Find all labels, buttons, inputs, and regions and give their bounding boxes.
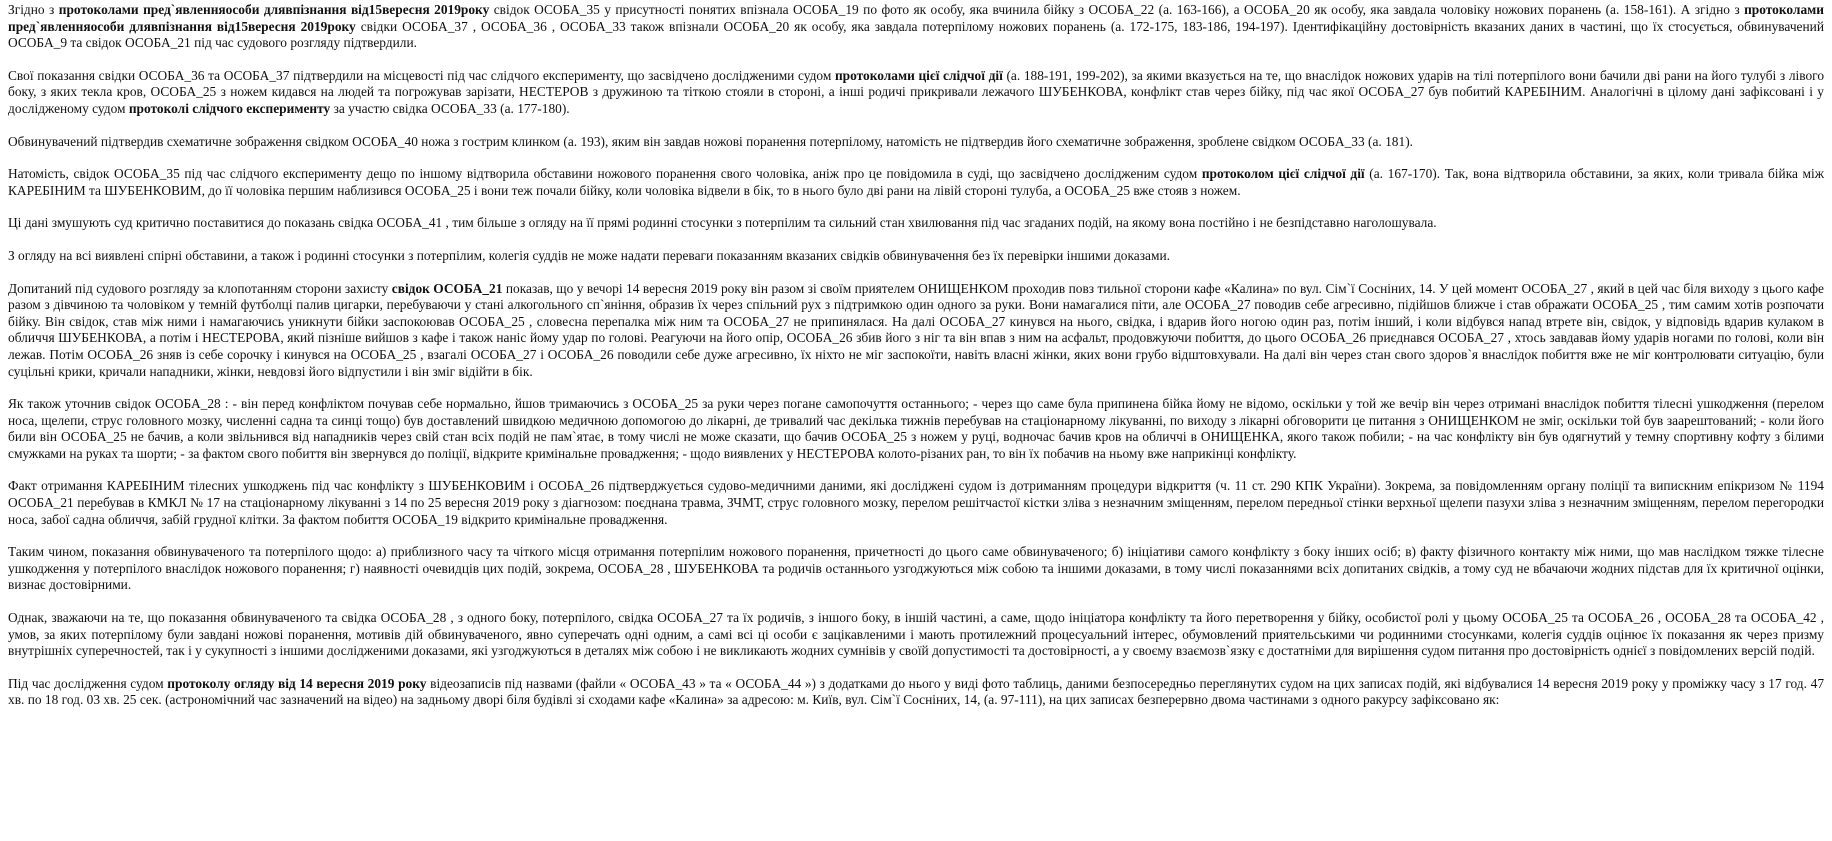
document-paragraph — [8, 281, 1824, 381]
document-paragraph — [8, 478, 1824, 528]
document-paragraph — [8, 396, 1824, 462]
paragraph-text: Під час дослідження судом — [8, 675, 168, 691]
bold-reference: протоколі слідчого експерименту — [128, 100, 331, 116]
paragraph-text: Допитаний під судового розгляду за клопотанням сторони захисту — [8, 280, 392, 296]
paragraph-text: (а. 167-170). Так, вона відтворила обставини, за яких, коли тривала бійка між КАРЕБІНИМ та ШУБЕНКОВИМ, до її чоловіка першим наблизився ОСОБА_25 і вони теж почали бійку, коли чоловіка відвели в бік, то в нього було дві рани на лівій стороні тулуба, а ОСОБА_25 вже стояв з ножем. — [8, 166, 1825, 198]
paragraph-text: Однак, зважаючи на те, що показання обвинуваченого та свідка ОСОБА_28 , з одного боку, потерпілого, свідка ОСОБА_27 та їх родичів, з іншого боку, в іншій частині, а саме, щодо ініціатора конфлікту та його перетворення у бійку, особистої ролі у цьому ОСОБА_25 та ОСОБА_26 , ОСОБА_28 та ОСОБА_42 , умов, за яких потерпілому були завдані ножові поранення, мотивів дій обвинуваченого, явно суперечать одні одним, а самі всі ці особи є зацікавленими і мають протилежний процесуальний інтерес, обумовлений приятельськими чи родинними стосунками, колегія суддів оцінює їх показання як через призму внутрішніх суперечностей, так і у сукупності з іншими дослідженими доказами, які узгоджуються в деталях між собою і не викликають жодних сумнівів у своїй допустимості та достовірності, а у своєму взаємозв`язку є достатніми для вирішення судом питання про достовірність однієї з повідомлених версій подій. — [8, 610, 1824, 659]
paragraph-text: Ці дані змушують суд критично поставитися до показань свідка ОСОБА_41 , тим більше з огляду на її прямі родинні стосунки з потерпілим та сильний стан хвилювання під час згаданих подій, на якому вона постійно і не безпідставно наголошувала. — [8, 215, 1437, 231]
paragraph-text: свідок ОСОБА_35 у присутності понятих впізнала ОСОБА_19 по фото як особу, яка вчинила бійку з ОСОБА_22 (а. 163-166), а ОСОБА_20 як особу, яка завдала чоловіку ножових поранень (а. 158-161). А згідно з — [489, 2, 1745, 17]
bold-reference: протоколом цієї слідчої дії — [1201, 166, 1365, 182]
paragraph-text: свідки ОСОБА_37 , ОСОБА_36 , ОСОБА_33 також впізнали ОСОБА_20 як особу, яка завдала потерпілому ножових поранень (а. 172-175, 183-186, 194-197). Ідентифікаційну достовірність вказаних даних в частині, що їх стосується, обвинувачений ОСОБА_9 та свідок ОСОБА_21 під час судового розгляду підтвердили. — [8, 18, 1824, 51]
document-paragraph — [8, 68, 1824, 118]
paragraph-text: Факт отримання КАРЕБІНИМ тілесних ушкоджень під час конфлікту з ШУБЕНКОВИМ і ОСОБА_26 підтверджується судово-медичними даними, які досліджені судом із дотриманням процедури відкриття (ч. 11 ст. 290 КПК України). Зокрема, за повідомленням органу поліції та випискним епікризом № 1194 ОСОБА_21 перебував в КМКЛ № 17 на стаціонарному лікуванні з 14 по 25 вересня 2019 року з діагнозом: поєднана травма, ЗЧМТ, струс головного мозку, перелом решітчастої кістки зліва з незначним зміщенням, перелом передньої стінки верхньої щелепи пазухи зліва з незначним зміщенням, перелом перегородки носа, забої садна обличчя, забій грудної клітки. За фактом побиття ОСОБА_19 відкрито кримінальне провадження. — [8, 478, 1824, 527]
document-paragraph — [8, 610, 1824, 660]
document-paragraph — [8, 2, 1824, 52]
paragraph-text: Натомість, свідок ОСОБА_35 під час слідчого експерименту дещо по іншому відтворила обставини ножового поранення свого чоловіка, аніж про це повідомила в суді, що засвідчено дослідженим судом — [8, 166, 1202, 182]
bold-reference: протоколу огляду від 14 вересня 2019 року — [167, 675, 427, 691]
document-paragraph — [8, 676, 1824, 709]
bold-reference: протоколами пред`явленняособи длявпізнання від15вересня 2019року — [8, 2, 1824, 34]
bold-reference: протоколами цієї слідчої дії — [834, 67, 1003, 83]
paragraph-text: за участю свідка ОСОБА_33 (а. 177-180). — [330, 100, 570, 116]
document-paragraph — [8, 248, 1824, 265]
paragraph-text: Обвинувачений підтвердив схематичне зображення свідком ОСОБА_40 ножа з гострим клинком (а. 193), яким він завдав ножові поранення потерпілому, натомість не підтвердив його схематичне зображення, зроблене свідком ОСОБА_33 (а. 181). — [8, 133, 1414, 149]
paragraph-text: відеозаписів під назвами (файли « ОСОБА_43 » та « ОСОБА_44 ») з додатками до нього у виді фото таблиць, даними безпосередньо переглянутих судом на цих записах подій, які відбувалися 14 вересня 2019 року у проміжку часу з 17 год. 47 хв. по 18 год. 03 хв. 25 сек. (астрономічний час зазначений на відео) на задньому дворі біля будівлі зі сходами кафе «Калина» за адресою: м. Київ, вул. Сім`ї Сосніних, 14, (а. 97-111), на цих записах безперервно двома частинами з одного ракурсу зафіксовано як: — [8, 675, 1825, 708]
paragraph-text: Таким чином, показання обвинуваченого та потерпілого щодо: а) приблизного часу та чіткого місця отримання потерпілим ножового поранення, причетності до цього саме обвинуваченого; б) ініціативи самого конфлікту з боку інших осіб; в) факту фізичного контакту між ними, що мав наслідком тяжке тілесне ушкодження у потерпілого внаслідок ножового поранення; г) наявності очевидців цих подій, зокрема, ОСОБА_28 , ШУБЕНКОВА та родичів останнього узгоджуються між собою та іншими доказами, в тому числі показаннями всіх допитаних свідків, а тому суд не вбачаючи жодних підстав для їх критичної оцінки, визнає достовірними. — [8, 544, 1824, 593]
document-paragraph — [8, 215, 1824, 232]
paragraph-text: Свої показання свідки ОСОБА_36 та ОСОБА_37 підтвердили на місцевості під час слідчого експерименту, що засвідчено дослідженими судом — [8, 67, 835, 83]
paragraph-text: Згідно з — [8, 2, 59, 17]
paragraph-text: Як також уточнив свідок ОСОБА_28 : - він перед конфліктом почував себе нормально, йшов тримаючись з ОСОБА_25 за руки через погане самопочуття останнього; - через що саме була припинена бійка йому не відомо, оскільки у той же вечір він через отримані внаслідок побиття тілесні ушкодження (перелом носа, щелепи, струс головного мозку, численні садна та синці тощо) був доставлений швидкою медичною допомогою до лікарні, де тривалий час декілька тижнів перебував на стаціонарному лікуванні, по виходу з лікарні обговорити це питання з ОНИЩЕНКОМ не зміг, оскільки той був заарештований; - коли його били він ОСОБА_25 не бачив, а коли звільнився від нападників через свій стан всіх подій не пам`ятає, в тому числі не може сказати, що бачив ОСОБА_25 з ножем у руці, водночас бачив кров на обличчі в ОНИЩЕНКА, якого також побили; - на час конфлікту він був одягнутий у темну спортивну кофту з білими смужками на руках та шорти; - за фактом свого побиття він звернувся до поліції, відкрите кримінальне провадження; - щодо виявлених у НЕСТЕРОВА колото-різаних ран, то він їх побачив на ньому вже наприкінці конфлікту. — [8, 396, 1824, 461]
bold-reference: свідок ОСОБА_21 — [391, 280, 503, 296]
paragraph-text: показав, що у вечорі 14 вересня 2019 року він разом зі своїм приятелем ОНИЩЕНКОМ проходив повз тильної сторони кафе «Калина» по вул. Сім`ї Сосніних, 14. У цей момент ОСОБА_27 , який в цей час біля виходу з цього кафе разом з дівчиною та чоловіком у темній футболці палив цигарки, перебуваючи у стані алкогольного сп`яніння, образив їх через спільний рух з підтримкою один одного за руки. Вони намагалися піти, але ОСОБА_27 поводив себе агресивно, підійшов ближче і став ображати ОСОБА_25 , тим самим хотів розпочати бійку. Він свідок, став між ними і намагаючись уникнути бійки заспокоював ОСОБА_25 , словесна перепалка між ним та ОСОБА_27 не припинялася. На далі ОСОБА_27 кинувся на нього, свідка, і вдарив його ногою один раз, потім інший, і коли відбувся напад втрете він, свідок, у відповідь вдарив кулаком в обличчя ШУБЕНКОВА, а потім і НЕСТЕРОВА, який пізніше вийшов з кафе і також наніс йому удар по голові. Реагуючи на його опір, ОСОБА_26 збив його з ніг та він впав з ним на асфальт, продовжуючи побиття, до цього ОСОБА_26 приєднався ОСОБА_27 , хтось завдавав йому ударів ногами по голові, коли він лежав. Потім ОСОБА_26 зняв із себе сорочку і кинувся на ОСОБА_25 , взагалі ОСОБА_27 і ОСОБА_26 поводили себе дуже агресивно, їх ніхто не міг заспокоїти, навіть власні жінки, яких вони грубо відштовхували. На далі він через стан свого здоров`я внаслідок побиття вже не міг контролювати ситуацію, були суцільні крики, кричали нападники, жінки, невдовзі його відпустили і він зміг відійти в бік. — [8, 280, 1824, 379]
document-paragraph — [8, 544, 1824, 594]
bold-reference: протоколами пред`явленняособи длявпізнання від15вересня 2019року — [58, 2, 490, 17]
document-paragraph — [8, 166, 1824, 199]
paragraph-text: З огляду на всі виявлені спірні обставини, а також і родинні стосунки з потерпілим, колегія суддів не може надати переваги показанням вказаних свідків обвинувачення без їх перевірки іншими доказами. — [8, 247, 1170, 263]
paragraph-text: (а. 188-191, 199-202), за якими вказується на те, що внаслідок ножових ударів на тілі потерпілого вони бачили дві рани на його тулубі з лівого боку, з яких текла кров, ОСОБА_25 з ножем кидався на людей та погрожував зарізати, НЕСТЕРОВ з дружиною та тіткою стояли в стороні, а інші родичі прикривали лежачого ШУБЕНКОВА, конфлікт став через бійку, під час якої ОСОБА_27 був побитий КАРЕБІНИМ. Аналогічні в цілому дані зафіксовані і у дослідженому судом — [8, 67, 1825, 116]
document-paragraph — [8, 134, 1824, 151]
